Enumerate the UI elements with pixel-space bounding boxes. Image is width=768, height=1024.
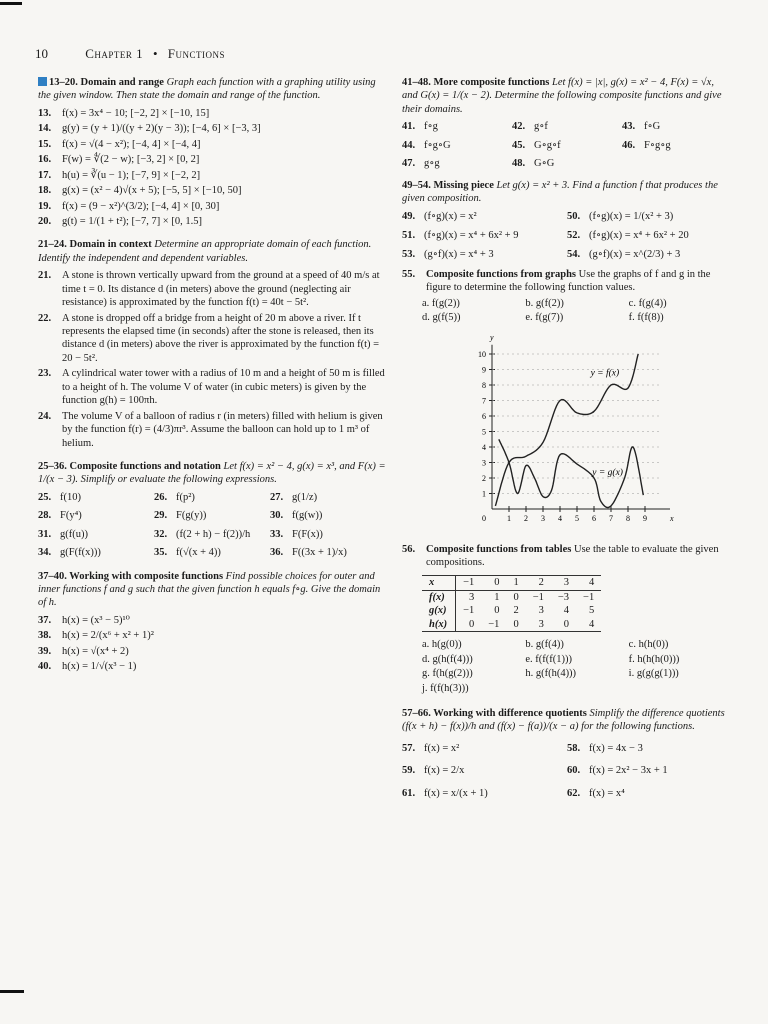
table-cell: 4 [563,605,570,617]
problem-item [38,200,386,213]
table-cell: 5 [588,605,595,617]
problem-item [38,645,386,658]
problem-item [38,107,386,120]
problem-item [567,742,732,755]
table-cell: 2 [513,605,519,617]
sub-part-text: g(f(h(4))) [535,668,577,680]
problem-item [38,491,154,504]
sub-part-text: f(g(2)) [431,297,460,309]
problem-55-parts [422,297,732,325]
table-header-cell: 4 [576,576,601,590]
problem-item [38,122,386,135]
y-tick-label: 7 [482,396,486,406]
problem-text: f(x) = 2x² − 3x + 1 [589,765,668,777]
sub-part-letter: a. [422,639,430,651]
table-cell: 4 [576,618,601,632]
problem-55: 55. Composite functions from graphs Use the graphs of f and g in the figure to determine the following function values. [402,268,711,294]
table-cell: 3 [526,618,551,632]
y-tick-label: 2 [482,473,486,483]
table-cell: −1 [532,591,544,603]
sub-part-text: h(h(h(0))) [637,653,680,665]
problem-text: (f∘g)(x) = 1/(x² + 3) [589,210,674,222]
x-tick-label: 7 [609,513,613,523]
problem-item [512,120,622,133]
sub-part-text: f(g(7)) [535,312,564,324]
sub-part-letter: a. [422,297,430,309]
page-header [35,46,225,62]
problem-number: 52. [567,229,581,241]
problem-item [402,764,567,777]
y-tick-label: 9 [482,365,486,375]
table-cell: 0 [506,618,525,632]
table-cell: 3 [469,591,475,603]
problem-text: g(f(u)) [60,528,88,540]
sub-part [629,297,732,310]
table-header-cell: 2 [526,576,551,590]
problem-text: f(10) [60,491,81,503]
problem-number: 39. [38,645,52,657]
problem-item [567,764,732,777]
table-cell: 0 [494,605,500,617]
table-header-cell: x [422,576,456,590]
problem-item [402,742,567,755]
problems-25-36 [38,491,386,560]
sub-part [422,667,525,680]
problem-item [402,229,567,242]
table-header-cell: −1 [456,576,482,590]
corner-mark-top [0,2,22,5]
problem-item [512,139,622,152]
problem-text: g(F(f(x))) [60,547,101,559]
section-25-36-heading: 25–36. Composite functions and notation Let f(x) = x² − 4, g(x) = x³, and F(x) = 1/(x − 3). Simplify or evaluate the following expressions. [38,460,386,486]
problem-text: f∘g [424,121,438,133]
problem-text: f(p²) [176,491,195,503]
problem-number: 42. [512,121,526,133]
problem-item [38,528,154,541]
table-cell: 0 [456,618,482,632]
section-49-54-heading: 49–54. Missing piece Let g(x) = x² + 3. Find a function f that produces the given composition. [402,179,718,205]
problems-41-48 [402,120,732,170]
y-tick-label: 8 [482,380,486,390]
problem-number: 40. [38,661,52,673]
table-cell: 0 [551,618,576,632]
problem-text: (g∘f)(x) = x^(2/3) + 3 [589,249,681,261]
problem-text: (g∘f)(x) = x⁴ + 3 [424,249,494,261]
problem-item [567,248,732,261]
problem-text: f∘g∘G [424,139,451,151]
problem-item [512,157,622,170]
problem-text: f(x) = x/(x + 1) [424,787,488,799]
problem-number: 37. [38,614,52,626]
problem-item [622,139,732,152]
x-tick-label: 4 [558,513,562,523]
right-column [402,76,732,804]
problem-number: 29. [154,510,168,522]
y-tick-label: 3 [482,458,486,468]
sub-part [525,638,628,651]
chapter-title: Chapter 1 • Functions [85,46,225,61]
x-axis-label: x [670,513,674,523]
problem-text: h(x) = √(x⁴ + 2) [62,645,129,657]
problem-56-parts [422,638,732,695]
problem-item [38,184,386,197]
problem-item [38,410,386,450]
sub-part-text: g(f(5)) [432,312,461,324]
problem-number: 24. [38,410,52,422]
problem-text: f(x) = 3x⁴ − 10; [−2, 2] × [−10, 15] [62,107,210,119]
problem-number: 22. [38,312,52,324]
table-cell: g(x) [422,604,456,617]
g-label: y = g(x) [592,467,623,478]
problem-number: 32. [154,528,168,540]
problem-text: h(x) = (x³ − 5)¹⁰ [62,614,130,626]
y-tick-label: 5 [482,427,486,437]
sub-part [422,311,525,324]
sub-part [525,667,628,680]
problem-number: 43. [622,121,636,133]
problem-text: f(x) = x² [424,742,460,754]
f-label: y = f(x) [590,368,620,379]
problem-item [38,215,386,228]
sub-part-text: f(f(f(1))) [535,653,572,665]
problem-number: 59. [402,765,416,777]
problem-item [402,120,512,133]
problem-number: 33. [270,528,284,540]
table-cell: h(x) [422,618,456,632]
sub-part-letter: b. [525,639,534,651]
problem-text: f(x) = (9 − x²)^(3/2); [−4, 4] × [0, 30] [62,200,220,212]
sub-part-text: g(f(2)) [535,297,564,309]
problem-item [38,614,386,627]
table-row [422,604,601,617]
problem-number: 49. [402,210,416,222]
section-41-48-heading: 41–48. More composite functions Let f(x) = |x|, g(x) = x² − 4, F(x) = √x, and G(x) = 1/(x − 2). Determine the following composite functions and give their domains. [402,77,722,115]
problem-text: g∘g [424,158,440,170]
sub-part [422,297,525,310]
problem-number: 23. [38,368,52,380]
problem-number: 15. [38,138,52,150]
sub-part [525,653,628,666]
problem-text: The volume V of a balloon of radius r (in meters) filled with helium is given by the function f(r) = (4/3)πr³. Assume the balloon can hold up to 1 m³ of helium. [62,410,383,449]
table-header-cell: 0 [481,576,506,590]
sub-part-letter: e. [525,312,533,324]
problem-number: 47. [402,158,416,170]
problem-item [154,509,270,522]
problem-number: 57. [402,742,416,754]
problem-item [567,787,732,800]
y-tick-label: 1 [482,489,486,499]
sub-part-letter: g. [422,668,430,680]
problem-number: 54. [567,249,581,261]
sub-part [422,638,525,651]
problem-item [38,546,154,559]
problem-text: g(t) = 1/(1 + t²); [−7, 7] × [0, 1.5] [62,215,202,227]
problem-number: 17. [38,169,52,181]
problem-number: 48. [512,158,526,170]
section-13-20-heading: 13–20. Domain and range Graph each function with a graphing utility using the given window. Then state the domain and range of the function. [38,77,376,102]
problem-text: F((3x + 1)/x) [292,547,347,559]
table-header-row [422,576,601,590]
problem-number: 21. [38,270,52,282]
sub-part [422,653,525,666]
table-cell: −1 [583,591,595,603]
problem-number: 41. [402,121,416,133]
problem-text: g(x) = (x² − 4)√(x + 5); [−5, 5] × [−10, 50] [62,185,242,197]
sub-part [629,667,732,680]
problem-text: F∘g∘g [644,139,671,151]
problem-number: 26. [154,491,168,503]
problem-item [38,509,154,522]
x-tick-label: 1 [507,513,511,523]
problem-item [38,169,386,182]
problem-number: 20. [38,215,52,227]
table-row [422,618,601,632]
sub-part-text: g(h(f(4))) [432,653,473,665]
problem-item [622,120,732,133]
sub-part-text: f(f(h(3))) [430,682,469,694]
problem-text: f(√(x + 4)) [176,547,221,559]
y-tick-label: 6 [482,411,486,421]
problem-number: 62. [567,787,581,799]
problem-text: A stone is dropped off a bridge from a height of 20 m above a river. If t represents the elapsed time (in seconds) after the stone is released, then its distance d (in meters) above the river is approximated by the function f(t) = 20 − 5t². [62,312,380,364]
sub-part-letter: e. [525,653,533,665]
section-21-24-heading: 21–24. Domain in context Determine an appropriate domain of each function. Identify the independent and dependent variables. [38,239,372,264]
problem-number: 51. [402,229,416,241]
problem-number: 50. [567,210,581,222]
sub-part-letter: h. [525,668,534,680]
problems-37-40 [38,614,386,674]
sub-part [629,638,732,651]
problem-number: 14. [38,123,52,135]
table-header-cell: 3 [551,576,576,590]
problem-text: f(x) = √(4 − x²); [−4, 4] × [−4, 4] [62,138,201,150]
table-cell: −1 [481,618,506,632]
problem-number: 30. [270,510,284,522]
problem-item [270,491,386,504]
problem-item [38,312,386,366]
problem-text: F(w) = ∜(2 − w); [−3, 2] × [0, 2] [62,154,200,166]
problem-item [402,787,567,800]
problem-number: 45. [512,139,526,151]
x-tick-label: 3 [541,513,545,523]
table-cell: f(x) [422,590,456,604]
sub-part-letter: j. [422,682,428,694]
problem-text: F(g(y)) [176,510,207,522]
problem-item [38,660,386,673]
table-cell: −1 [463,605,475,617]
x-tick-label: 6 [592,513,596,523]
graph-axes [478,333,674,523]
x-tick-label: 9 [643,513,647,523]
left-column [38,76,386,676]
sub-part-text: h(g(0)) [431,639,462,651]
problem-number: 16. [38,154,52,166]
problem-text: (f∘g)(x) = x⁴ + 6x² + 9 [424,229,519,241]
problem-text: h(x) = 2/(x⁶ + x² + 1)² [62,630,154,642]
problem-number: 19. [38,200,52,212]
problems-57-62 [402,742,732,800]
y-tick-label: 4 [482,442,486,452]
sub-part-letter: b. [525,297,534,309]
problem-item [402,248,567,261]
problem-text: F(F(x)) [292,528,323,540]
problem-number: 35. [154,547,168,559]
sub-part-text: f(f(8)) [637,312,664,324]
problem-item [567,210,732,223]
problem-number: 27. [270,491,284,503]
sub-part-letter: d. [422,653,430,665]
problem-item [270,509,386,522]
sub-part-text: g(f(4)) [535,639,564,651]
section-57-66-heading: 57–66. Working with difference quotients Simplify the difference quotients (f(x + h) − f(x))/h and (f(x) − f(a))/(x − a) for the following functions. [402,707,725,733]
problem-text: (f∘g)(x) = x⁴ + 6x² + 20 [589,229,689,241]
graphing-utility-icon [38,77,47,86]
problem-item [402,210,567,223]
problem-number: 60. [567,765,581,777]
problem-item [154,491,270,504]
corner-mark-bottom [0,990,24,993]
sub-part-letter: i. [628,668,635,680]
sub-part [422,682,525,695]
problem-text: f(x) = x⁴ [589,787,625,799]
sub-part-letter: c. [628,297,636,309]
problem-text: f(x) = 2/x [424,765,465,777]
problems-49-54 [402,210,732,262]
problem-text: f(g(w)) [292,510,323,522]
x-tick-label: 8 [626,513,630,523]
problem-number: 25. [38,491,52,503]
origin-label: 0 [482,513,486,523]
problem-number: 34. [38,547,52,559]
problem-text: G∘G [534,158,555,170]
problem-item [38,629,386,642]
problem-number: 58. [567,742,581,754]
sub-part [629,311,732,324]
problem-number: 31. [38,528,52,540]
function-graph-figure [462,329,762,529]
problem-item [270,546,386,559]
table-cell: 1 [494,591,500,603]
sub-part-letter: f. [628,653,635,665]
problem-text: A cylindrical water tower with a radius of 10 m and a height of 50 m is filled to a height of h. The volume V of water (in cubic meters) is given by the function g(h) = 100πh. [62,368,385,407]
x-tick-label: 5 [575,513,579,523]
problem-number: 28. [38,510,52,522]
problem-number: 61. [402,787,416,799]
problem-number: 53. [402,249,416,261]
table-cell: 0 [513,591,519,603]
problem-text: G∘g∘f [534,139,561,151]
y-axis-label: y [490,332,494,342]
table-cell: 3 [538,605,544,617]
problem-number: 44. [402,139,416,151]
sub-part-text: g(g(g(1))) [636,668,679,680]
problem-text: f∘G [644,121,661,133]
problem-number: 13. [38,107,52,119]
problem-text: f(x) = 4x − 3 [589,742,643,754]
sub-part-letter: c. [628,639,636,651]
problems-21-24 [38,269,386,450]
sub-part-text: f(h(g(2))) [432,668,473,680]
sub-part-letter: f. [628,312,635,324]
problem-text: g(1/z) [292,491,318,503]
sub-part [629,653,732,666]
problem-number: 38. [38,630,52,642]
problem-number: 46. [622,139,636,151]
problem-56: 56. Composite functions from tables Use the table to evaluate the given compositions. [402,543,719,568]
problem-text: g(y) = (y + 1)/((y + 2)(y − 3)); [−4, 6] × [−3, 3] [62,123,261,135]
problem-item [38,269,386,309]
sub-part-text: f(g(4)) [638,297,667,309]
problem-item [38,153,386,166]
page-number: 10 [35,46,48,61]
problems-13-20 [38,107,386,229]
problem-item [402,139,512,152]
function-values-table [422,575,601,632]
problem-text: F(y⁴) [60,510,82,522]
problem-item [402,157,512,170]
table-header-cell: 1 [506,576,525,590]
problem-number: 36. [270,547,284,559]
problem-item [567,229,732,242]
sub-part-text: h(h(0)) [638,639,669,651]
table-cell: −3 [557,591,570,603]
problem-number: 18. [38,185,52,197]
problem-item [154,546,270,559]
problem-text: h(x) = 1/√(x³ − 1) [62,661,137,673]
problem-item [154,528,270,541]
problem-text: (f(2 + h) − f(2))/h [176,528,251,540]
problem-item [38,367,386,407]
problem-item [38,138,386,151]
problem-text: (f∘g)(x) = x² [424,210,477,222]
y-tick-label: 10 [478,349,486,359]
section-37-40-heading: 37–40. Working with composite functions Find possible choices for outer and inner functions f and g such that the given function h equals f∘g. Give the domain of h. [38,570,381,609]
sub-part-letter: d. [422,312,430,324]
x-tick-label: 2 [524,513,528,523]
sub-part [525,297,628,310]
problem-text: g∘f [534,121,548,133]
problem-item [270,528,386,541]
table-row [422,590,601,604]
sub-part [525,311,628,324]
problem-text: A stone is thrown vertically upward from the ground at a speed of 40 m/s at time t = 0. Its distance d (in meters) above the ground (neglecting air resistance) is approximated by the function f(t) = 40t − 5t². [62,270,380,309]
problem-text: h(u) = ∛(u − 1); [−7, 9] × [−2, 2] [62,169,201,181]
